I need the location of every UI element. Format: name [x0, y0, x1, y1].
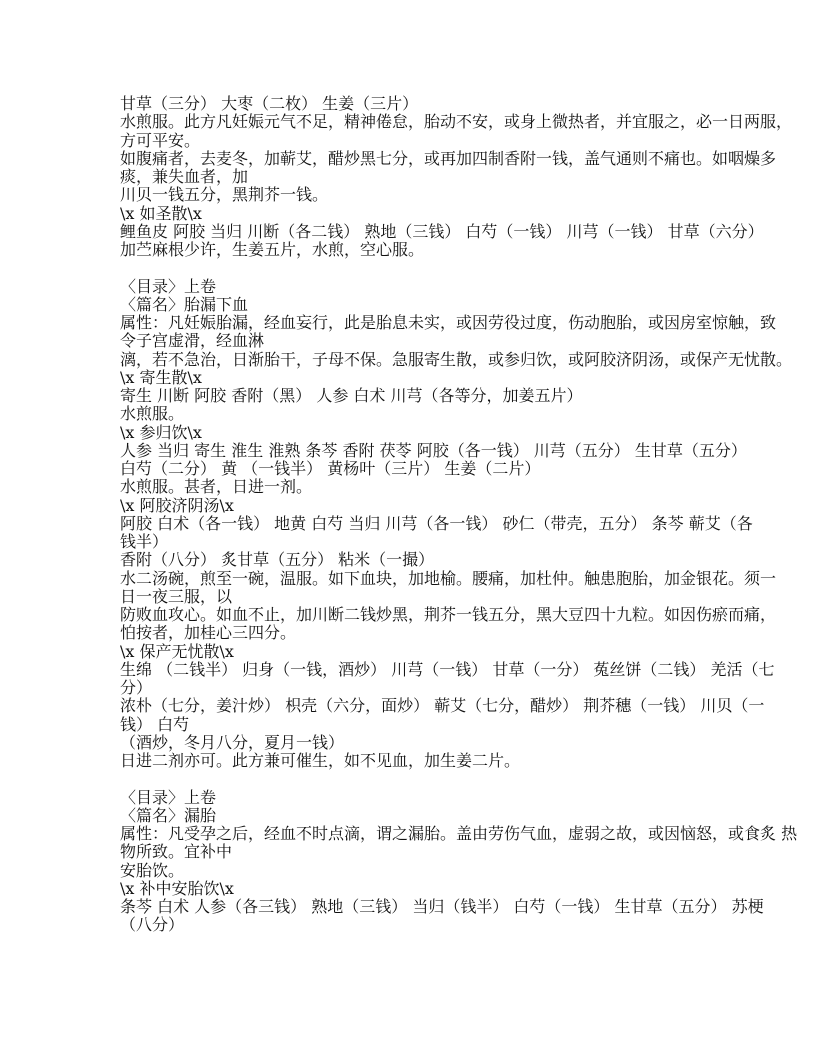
text-line: 分）	[120, 678, 153, 697]
text-line: 漓，若不急治，日渐胎干，子母不保。急服寄生散，或参归饮，或阿胶济阴汤，或保产无忧散。	[120, 349, 793, 369]
text-line: 条芩 白术 人参（各三钱） 熟地（三钱） 当归（钱半） 白芍（一钱） 生甘草（五分） 苏梗	[120, 897, 764, 916]
text-line: 〈目录〉上卷	[120, 276, 217, 296]
text-line: 〈篇名〉胎漏下血	[120, 294, 249, 314]
text-line: 令子宫虚滑，经血淋	[120, 331, 265, 351]
text-line: 属性：凡妊娠胎漏，经血妄行，此是胎息未实，或因劳役过度，伤动胞胎，或因房室惊触，致	[120, 313, 777, 332]
text-line: \x 寄生散\x	[120, 367, 202, 387]
document-page	[120, 94, 798, 935]
text-section	[120, 787, 798, 935]
text-line: 如腹痛者，去麦冬，加蕲艾，醋炒黑七分，或再加四制香附一钱，盖气通则不痛也。如咽燥多	[120, 148, 777, 168]
text-line: 人参 当归 寄生 淮生 淮熟 条芩 香附 茯苓 阿胶（各一钱） 川芎（五分） 生甘草（五分）	[120, 440, 747, 460]
text-line: 川贝一钱五分，黑荆芥一钱。	[120, 185, 329, 205]
section-separator	[120, 259, 720, 277]
text-line: 白芍（二分） 黄 （一钱半） 黄杨叶（三片） 生姜（二片）	[120, 459, 541, 478]
text-section	[120, 94, 793, 259]
text-section	[120, 276, 793, 771]
text-line: 物所致。宜补中	[120, 842, 233, 862]
text-line: \x 如圣散\x	[120, 203, 202, 223]
text-line: 鲤鱼皮 阿胶 当归 川断（各二钱） 熟地（三钱） 白芍（一钱） 川芎（一钱） 甘草（六分）	[120, 221, 764, 241]
text-line: （八分）	[120, 915, 185, 935]
text-line: 阿胶 白术（各一钱） 地黄 白芍 当归 川芎（各一钱） 砂仁（带壳，五分） 条芩 蕲艾（各	[120, 513, 753, 533]
text-line: 水煎服。甚者，日进一剂。	[120, 477, 313, 497]
text-line: 钱半）	[120, 532, 169, 551]
text-line: 日一夜三服，以	[120, 586, 233, 606]
text-line: \x 补中安胎饮\x	[120, 878, 234, 898]
text-line: 香附（八分） 炙甘草（五分） 粘米（一撮）	[120, 550, 435, 570]
text-line: 日进二剂亦可。此方兼可催生，如不见血，加生姜二片。	[120, 751, 521, 770]
text-line: 钱） 白芍	[120, 714, 190, 734]
text-line: 怕按者，加桂心三四分。	[120, 623, 297, 643]
text-line: \x 保产无忧散\x	[120, 641, 234, 661]
text-line: 寄生 川断 阿胶 香附（黑） 人参 白术 川芎（各等分，加姜五片）	[120, 386, 583, 405]
text-line: 方可平安。	[120, 130, 201, 150]
text-line: 水煎服。	[120, 404, 185, 424]
text-line: 痰，兼失血者，加	[120, 167, 249, 186]
text-line: 属性：凡受孕之后，经血不时点滴，谓之漏胎。盖由劳伤气血，虚弱之故，或因恼怒，或食炙 热	[120, 824, 798, 843]
text-line: 甘草（三分） 大枣（二枚） 生姜（三片）	[120, 94, 419, 113]
text-line: \x 参归饮\x	[120, 422, 202, 442]
text-line: 浓朴（七分，姜汁炒） 枳壳（六分，面炒） 蕲艾（七分，醋炒） 荆芥穗（一钱） 川贝（一	[120, 696, 765, 716]
section-separator	[120, 770, 720, 788]
text-line: 〈篇名〉漏胎	[120, 805, 217, 825]
text-line: 水二汤碗，煎至一碗，温服。如下血块，加地榆。腰痛，加杜仲。触患胞胎，加金银花。须一	[120, 568, 777, 588]
text-line: 水煎服。此方凡妊娠元气不足，精神倦怠，胎动不安，或身上微热者，并宜服之，必一日两服，	[120, 112, 793, 132]
text-line: 防败血攻心。如血不止，加川断二钱炒黑，荆芥一钱五分，黑大豆四十九粒。如因伤瘀而痛，	[120, 605, 777, 624]
text-line: 〈目录〉上卷	[120, 787, 217, 807]
text-line: 安胎饮。	[120, 860, 185, 880]
text-line: 生绵 （二钱半） 归身（一钱，酒炒） 川芎（一钱） 甘草（一分） 菟丝饼（二钱） 羌活（七	[120, 659, 775, 679]
text-line: \x 阿胶济阴汤\x	[120, 495, 234, 515]
text-line: （酒炒，冬月八分，夏月一钱）	[120, 732, 345, 752]
text-line: 加苎麻根少许，生姜五片，水煎，空心服。	[120, 240, 425, 259]
